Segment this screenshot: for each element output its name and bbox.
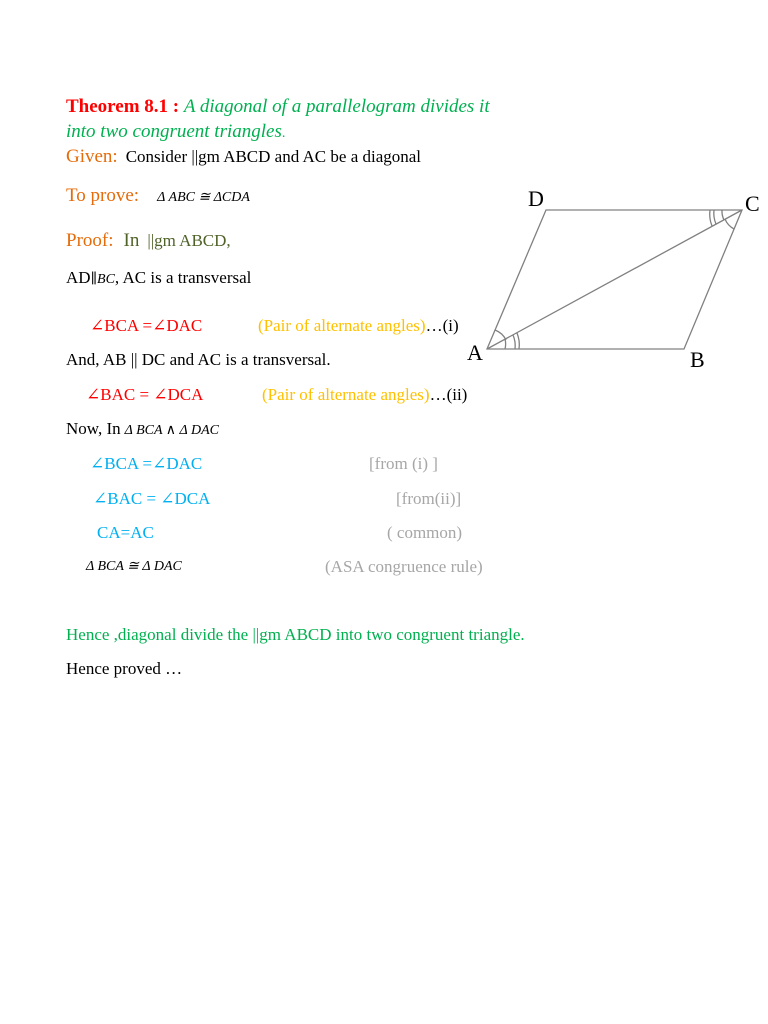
now-triangles: Δ BCA ∧ Δ DAC	[124, 423, 219, 438]
given-line	[66, 146, 421, 168]
now-in-line	[66, 419, 219, 439]
proof-gm-text: ||gm ABCD,	[147, 231, 231, 250]
row3-equation: CA=AC	[97, 523, 154, 542]
angle-mark-c-bca-1	[722, 210, 724, 220]
to-prove-statement: Δ ABC ≅ ΔCDA	[157, 190, 250, 205]
step1-ref: …(i)	[425, 316, 459, 335]
theorem-statement-line2: into two congruent triangles	[66, 121, 282, 142]
angle-mark-a-dac-arc	[495, 330, 506, 340]
theorem-colon: :	[168, 96, 180, 117]
vertex-a-label: A	[467, 340, 483, 365]
given-text: Consider ||gm ABCD and AC be a diagonal	[125, 147, 422, 166]
now-in-text: Now, In	[66, 419, 121, 438]
ad-rest-text: , AC is a transversal	[114, 268, 252, 287]
row1-equation: ∠BCA =∠DAC	[90, 454, 203, 473]
hence-proved-line: Hence proved …	[66, 659, 183, 678]
step1-equation: ∠BCA =∠DAC	[90, 316, 203, 335]
theorem-statement-end: .	[281, 126, 286, 141]
vertex-c-label: C	[745, 191, 760, 216]
row3-reason: ( common)	[387, 523, 463, 542]
vertex-b-label: B	[690, 347, 705, 372]
step2-ref: …(ii)	[429, 385, 468, 404]
row1-reason: [from (i) ]	[369, 454, 438, 473]
angle-mark-c-bca-2	[714, 210, 716, 224]
step1-reason: (Pair of alternate angles)	[258, 316, 426, 335]
vertex-d-label: D	[528, 186, 544, 211]
theorem-heading	[66, 96, 490, 118]
proof-label: Proof:	[66, 230, 114, 251]
parallel-symbol: ∥	[90, 272, 98, 287]
step1-reason-row	[258, 316, 459, 336]
congruence-conclusion: Δ BCA ≅ Δ DAC	[86, 559, 182, 574]
angle-mark-a-bac-1	[513, 335, 515, 349]
angle-mark-c-bca-3	[710, 210, 712, 226]
diagonal-ac	[487, 210, 742, 349]
theorem-statement-line1: A diagonal of a parallelogram divides it	[183, 96, 490, 117]
proof-intro-line	[66, 230, 231, 252]
row2-equation: ∠BAC = ∠DCA	[93, 489, 211, 508]
ad-text: AD	[66, 268, 91, 287]
bc-text: BC	[97, 272, 115, 287]
angle-mark-a-bac-2	[517, 333, 519, 349]
parallelogram-figure	[460, 180, 768, 380]
step2-equation: ∠BAC = ∠DCA	[86, 385, 204, 404]
to-prove-label: To prove:	[66, 185, 140, 206]
step2-reason-row	[262, 385, 467, 405]
hence-diagonal-line: Hence ,diagonal divide the ||gm ABCD into two congruent triangle.	[66, 625, 525, 644]
given-label: Given:	[66, 146, 118, 167]
congruence-reason: (ASA congruence rule)	[325, 557, 483, 576]
theorem-statement-row2	[66, 121, 285, 143]
proof-in-word: In	[123, 230, 140, 251]
theorem-label: Theorem 8.1	[66, 96, 169, 117]
and-line: And, AB || DC and AC is a transversal.	[66, 350, 331, 369]
ad-parallel-line	[66, 268, 251, 288]
row2-reason: [from(ii)]	[396, 489, 462, 508]
to-prove-line	[66, 185, 250, 207]
step2-reason: (Pair of alternate angles)	[262, 385, 430, 404]
angle-mark-c-dca-arc	[725, 219, 734, 229]
angle-mark-a-dac	[505, 339, 506, 349]
